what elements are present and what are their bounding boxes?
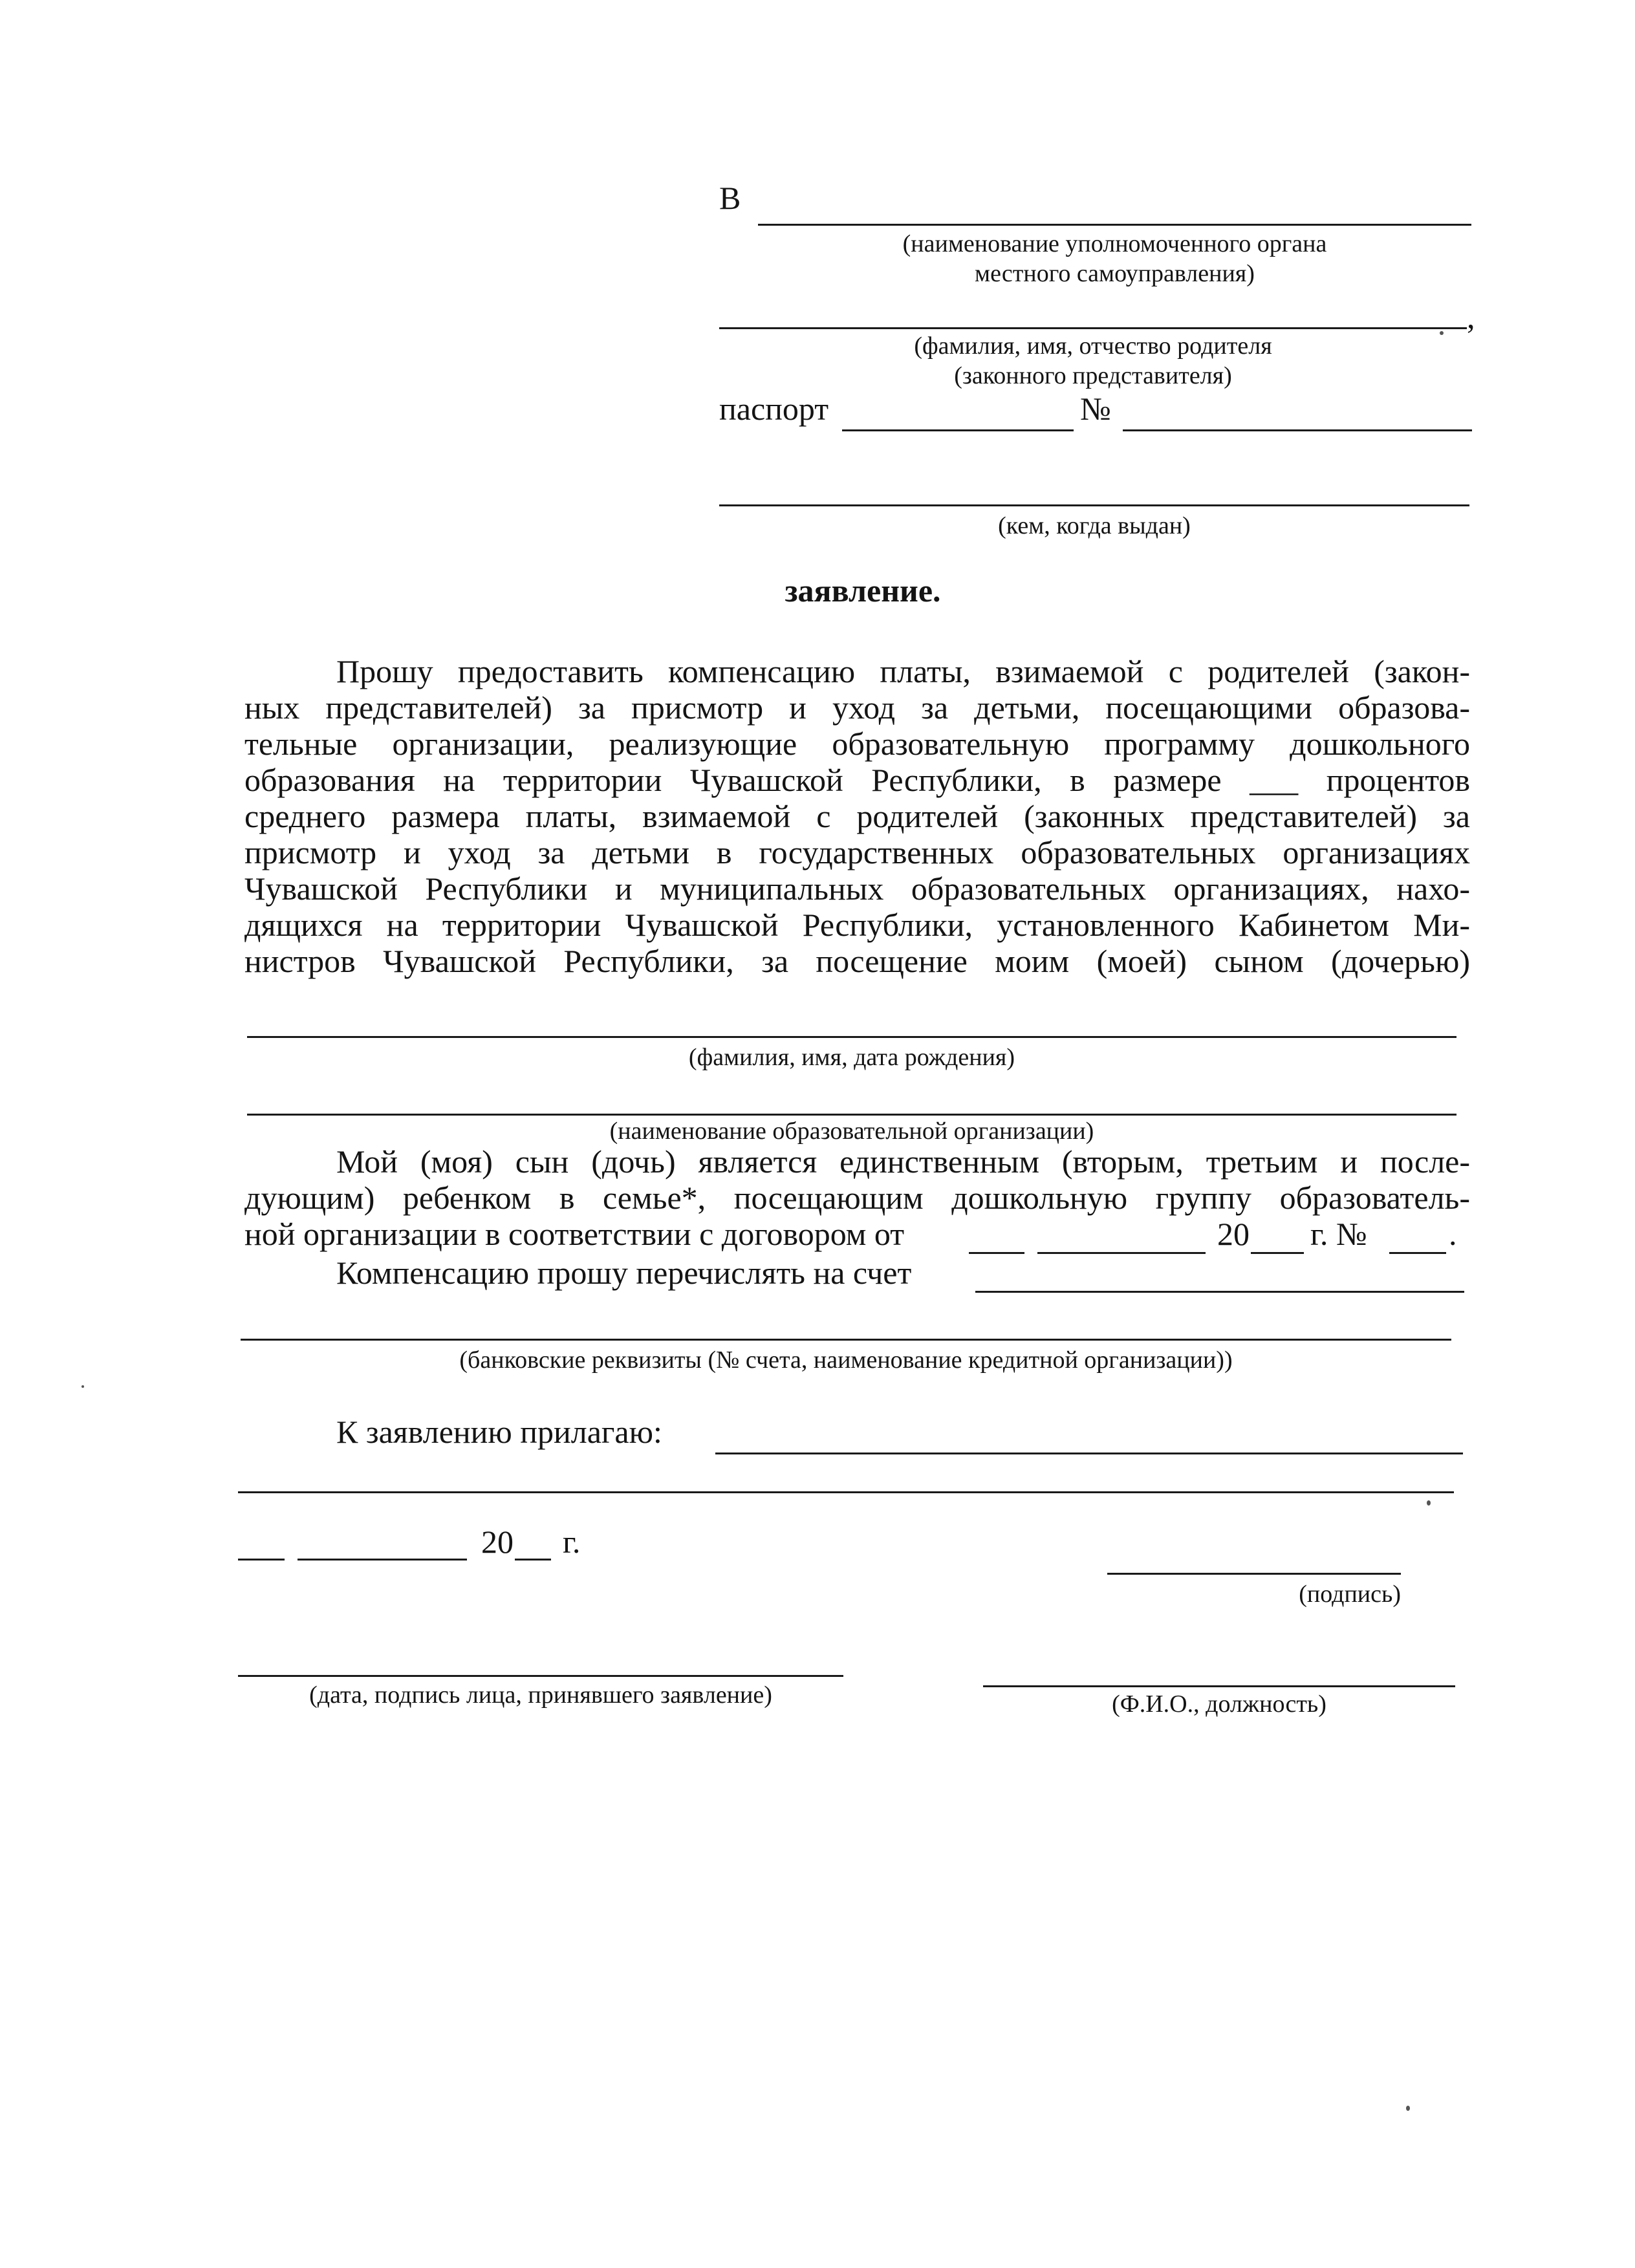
contract-day-field[interactable] — [969, 1252, 1024, 1254]
attachments-field-2[interactable] — [238, 1491, 1454, 1493]
authority-field[interactable] — [758, 224, 1471, 226]
scan-speck — [1440, 331, 1444, 335]
date-g: г. — [563, 1524, 581, 1560]
authority-caption-1: (наименование уполномоченного органа — [902, 230, 1327, 257]
contract-g-number: г. № — [1310, 1216, 1367, 1252]
to-prefix: В — [719, 180, 741, 216]
child-name-field[interactable] — [247, 1036, 1456, 1038]
bank-details-field[interactable] — [241, 1339, 1451, 1341]
scan-speck — [1427, 1500, 1431, 1506]
date-month-field[interactable] — [298, 1559, 467, 1561]
issued-caption: (кем, когда выдан) — [998, 512, 1191, 539]
date-year-prefix: 20 — [481, 1524, 514, 1560]
passport-label: паспорт — [719, 391, 829, 427]
attach-text: К заявлению прилагаю: — [336, 1414, 662, 1450]
passport-issued-field[interactable] — [719, 504, 1469, 506]
parent-name-field[interactable] — [719, 327, 1467, 329]
fio-caption: (Ф.И.О., должность) — [1112, 1690, 1326, 1718]
contract-year-field[interactable] — [1251, 1252, 1304, 1254]
contract-end: . — [1449, 1216, 1457, 1252]
signature-caption: (подпись) — [1299, 1581, 1401, 1608]
body-line: Прошу предоставить компенсацию платы, взимаемой с родителей (закон- — [336, 653, 1470, 689]
bank-caption: (банковские реквизиты (№ счета, наименование кредитной организации)) — [459, 1346, 1233, 1374]
transfer-text: Компенсацию прошу перечислять на счет — [336, 1255, 912, 1291]
authority-caption-2: местного самоуправления) — [975, 260, 1255, 287]
body-line: Чувашской Республики и муниципальных образовательных организациях, нахо- — [244, 870, 1470, 907]
attachments-field-1[interactable] — [715, 1453, 1463, 1454]
receiver-caption: (дата, подпись лица, принявшего заявление) — [309, 1681, 772, 1709]
body-line: образования на территории Чувашской Республики, в размере ___ процентов — [244, 762, 1470, 798]
body-line: дящихся на территории Чувашской Республики, установленного Кабинетом Ми- — [244, 907, 1470, 943]
body-line: присмотр и уход за детьми в государственных образовательных организациях — [244, 834, 1470, 870]
contract-number-field[interactable] — [1389, 1252, 1446, 1254]
contract-month-field[interactable] — [1037, 1252, 1206, 1254]
child-caption: (фамилия, имя, дата рождения) — [688, 1044, 1015, 1071]
passport-number-field[interactable] — [1123, 429, 1472, 431]
number-sign: № — [1080, 391, 1111, 427]
contract-text: ной организации в соответствии с договором от — [244, 1216, 905, 1252]
date-year-field[interactable] — [515, 1559, 551, 1561]
fio-position-field[interactable] — [983, 1685, 1455, 1687]
body-line: тельные организации, реализующие образовательную программу дошкольного — [244, 726, 1470, 762]
body-line: среднего размера платы, взимаемой с родителей (законных представителей) за — [244, 798, 1470, 834]
passport-series-field[interactable] — [842, 429, 1074, 431]
scan-speck — [1406, 2106, 1410, 2111]
signature-field[interactable] — [1107, 1573, 1401, 1575]
receiver-field[interactable] — [238, 1675, 843, 1677]
body-line: дующим) ребенком в семье*, посещающим дошкольную группу образователь- — [244, 1180, 1470, 1216]
document-title: заявление. — [785, 572, 941, 609]
account-field[interactable] — [975, 1291, 1464, 1293]
org-name-field[interactable] — [247, 1114, 1456, 1116]
date-day-field[interactable] — [238, 1559, 285, 1561]
parent-caption-1: (фамилия, имя, отчество родителя — [914, 332, 1272, 360]
body-line: ных представителей) за присмотр и уход за детьми, посещающими образова- — [244, 689, 1470, 726]
parent-caption-2: (законного представителя) — [954, 362, 1232, 389]
org-caption: (наименование образовательной организации) — [609, 1118, 1094, 1145]
scan-speck — [81, 1385, 84, 1388]
body-line: Мой (моя) сын (дочь) является единственным (вторым, третьим и после- — [336, 1143, 1470, 1180]
comma: , — [1467, 299, 1475, 335]
body-line: нистров Чувашской Республики, за посещение моим (моей) сыном (дочерью) — [244, 943, 1470, 979]
contract-year-prefix: 20 — [1217, 1216, 1250, 1252]
